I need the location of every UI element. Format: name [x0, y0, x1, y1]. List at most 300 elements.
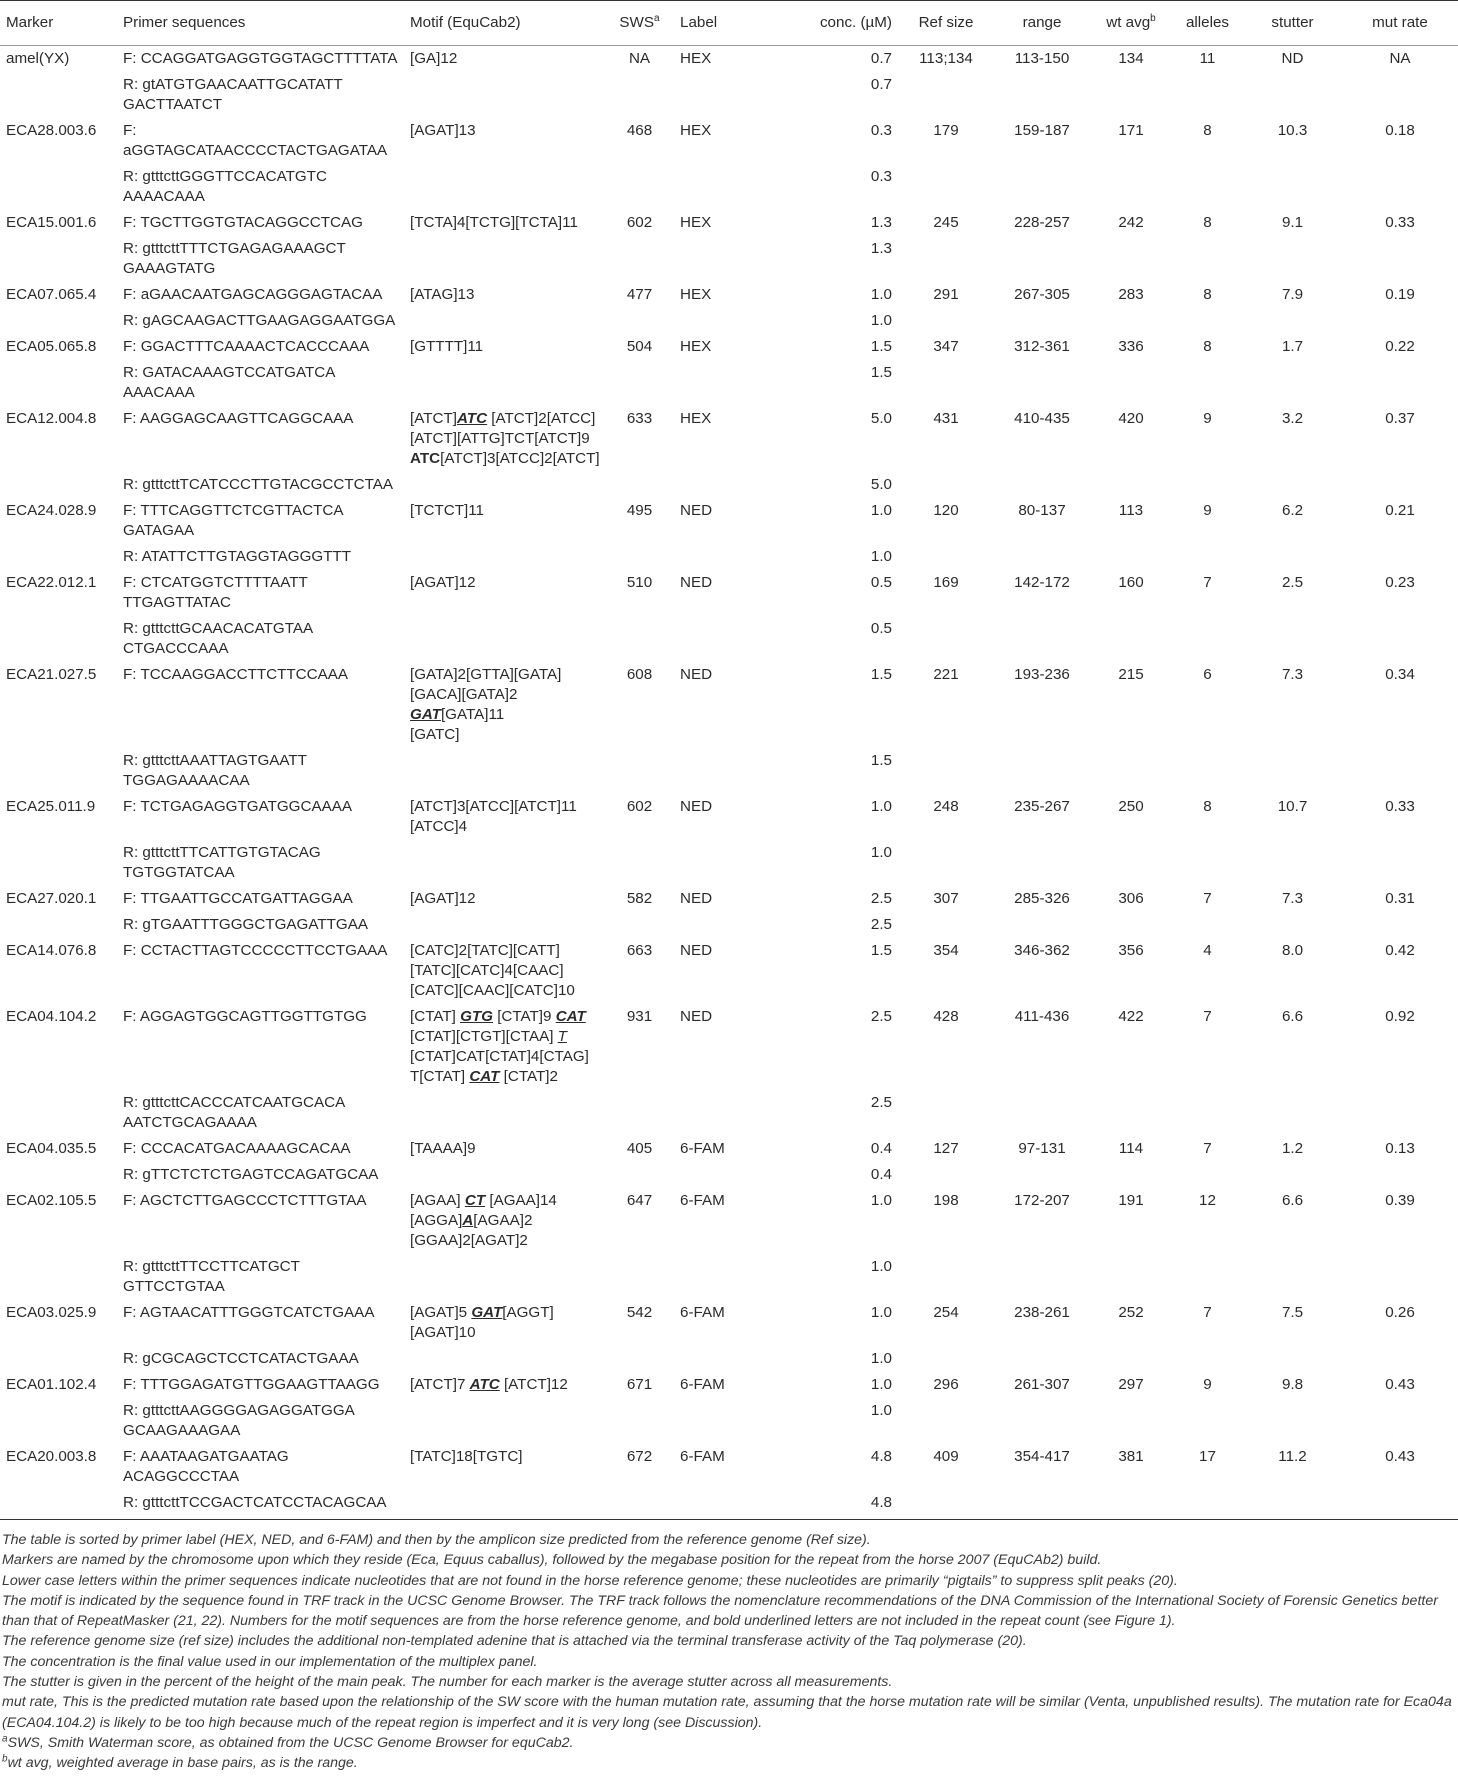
- table-row: [0, 938, 1458, 1004]
- empty-cell: [1090, 1398, 1172, 1444]
- ref-size-cell: 245: [933, 214, 959, 231]
- label-cell: HEX: [680, 50, 712, 67]
- table-row: [0, 1372, 1458, 1398]
- range-cell: 97-131: [1018, 1140, 1066, 1157]
- table-row: [0, 1090, 1458, 1136]
- label-cell-empty: [674, 164, 771, 210]
- empty-cell: [994, 308, 1090, 334]
- motif-cell-empty: [404, 1398, 605, 1444]
- stutter-cell: 7.3: [1281, 666, 1304, 683]
- motif-text: [AGAA]14: [485, 1192, 557, 1209]
- empty-cell: [1342, 840, 1458, 886]
- header-sws: [605, 1, 674, 46]
- motif-cell: [404, 570, 605, 616]
- alleles-cell: 17: [1199, 1448, 1216, 1465]
- ref-size-cell: 221: [933, 666, 959, 683]
- motif-cell: [404, 938, 605, 1004]
- table-row: [0, 1136, 1458, 1162]
- alleles-cell: 8: [1203, 122, 1212, 139]
- sws-cell: 671: [626, 1376, 653, 1393]
- label-cell: 6-FAM: [680, 1376, 725, 1393]
- marker-cell: ECA07.065.4: [6, 286, 97, 303]
- empty-cell: [1342, 748, 1458, 794]
- empty-cell: [994, 472, 1090, 498]
- empty-cell: [1090, 748, 1172, 794]
- reverse-primer-text: AAACAAA: [123, 384, 195, 401]
- reverse-primer-text: R: GATACAAAGTCCATGATCA: [123, 364, 336, 381]
- reverse-primer-text: GAAAGTATG: [123, 260, 216, 277]
- table-row: [0, 72, 1458, 118]
- footnote: The reference genome size (ref size) includes the additional non-templated adenine that is attached via the terminal transferase activity of the Taq polymerase (20).: [2, 1633, 1027, 1650]
- sws-cell: 582: [626, 890, 653, 907]
- stutter-cell: 1.7: [1281, 338, 1304, 355]
- empty-cell: [1090, 236, 1172, 282]
- wt-avg-cell: 191: [1118, 1192, 1144, 1209]
- empty-cell: [1090, 472, 1172, 498]
- motif-cell-empty: [404, 1346, 605, 1372]
- sws-cell-empty: [605, 308, 674, 334]
- motif-cell-empty: [404, 616, 605, 662]
- sws-cell: 602: [626, 214, 653, 231]
- ref-size-cell: 347: [933, 338, 959, 355]
- reverse-primer-cell: [117, 1090, 404, 1136]
- sws-cell-empty: [605, 1090, 674, 1136]
- empty-cell: [1172, 1090, 1243, 1136]
- motif-text: [GATA]2[GTTA][GATA]: [410, 666, 562, 683]
- motif-flagged-text: ATC: [410, 450, 441, 467]
- conc-cell: 1.0: [870, 1192, 892, 1209]
- empty-cell: [1243, 544, 1342, 570]
- header-ref-size: Ref size: [898, 1, 994, 46]
- empty-cell: [994, 1398, 1090, 1444]
- marker-cell-empty: [0, 308, 117, 334]
- range-cell: 267-305: [1014, 286, 1070, 303]
- conc-cell: 0.7: [870, 50, 892, 67]
- motif-cell-empty: [404, 308, 605, 334]
- empty-cell: [1342, 1162, 1458, 1188]
- empty-cell: [1090, 1346, 1172, 1372]
- marker-cell: ECA27.020.1: [6, 890, 97, 907]
- sws-cell: 542: [626, 1304, 653, 1321]
- wt-avg-cell: 114: [1118, 1140, 1144, 1157]
- marker-cell: ECA21.027.5: [6, 666, 97, 683]
- empty-cell: [1342, 1346, 1458, 1372]
- header-mut-rate: mut rate: [1342, 1, 1458, 46]
- sws-cell: 602: [626, 798, 653, 815]
- marker-cell: ECA05.065.8: [6, 338, 97, 355]
- sws-cell: 504: [626, 338, 653, 355]
- motif-text: [GATC]: [410, 726, 460, 743]
- forward-primer-text: F: aGAACAATGAGCAGGGAGTACAA: [123, 286, 383, 303]
- motif-flagged-text: GTG: [460, 1008, 493, 1025]
- motif-cell-empty: [404, 72, 605, 118]
- table-row: [0, 498, 1458, 544]
- reverse-primer-text: R: gTGAATTTGGGCTGAGATTGAA: [123, 916, 368, 933]
- sws-cell-empty: [605, 472, 674, 498]
- mut-rate-cell: 0.43: [1385, 1448, 1415, 1465]
- marker-cell-empty: [0, 748, 117, 794]
- marker-cell-empty: [0, 1254, 117, 1300]
- stutter-cell: 6.6: [1281, 1008, 1304, 1025]
- footnote-text: wt avg, weighted average in base pairs, as is the range.: [7, 1755, 358, 1772]
- motif-text: [GGAA]2[AGAT]2: [410, 1232, 528, 1249]
- reverse-primer-text: CTGACCCAAA: [123, 640, 229, 657]
- ref-size-cell: 354: [933, 942, 959, 959]
- range-cell: 312-361: [1014, 338, 1070, 355]
- reverse-primer-cell: [117, 1346, 404, 1372]
- empty-cell: [1342, 472, 1458, 498]
- forward-primer-cell: [117, 886, 404, 912]
- label-cell-empty: [674, 912, 771, 938]
- empty-cell: [994, 1346, 1090, 1372]
- motif-cell: [404, 282, 605, 308]
- empty-cell: [1342, 360, 1458, 406]
- forward-primer-cell: [117, 406, 404, 472]
- sws-cell-empty: [605, 748, 674, 794]
- range-cell: 285-326: [1014, 890, 1070, 907]
- marker-cell: ECA12.004.8: [6, 410, 97, 427]
- motif-cell: [404, 1300, 605, 1346]
- wt-avg-cell: 306: [1118, 890, 1144, 907]
- forward-primer-cell: [117, 118, 404, 164]
- forward-primer-text: F: CTCATGGTCTTTTAATT: [123, 574, 308, 591]
- label-cell: 6-FAM: [680, 1192, 725, 1209]
- label-cell: HEX: [680, 122, 712, 139]
- reverse-primer-text: TGGAGAAAACAA: [123, 772, 250, 789]
- header-stutter: stutter: [1243, 1, 1342, 46]
- stutter-cell: 6.2: [1281, 502, 1304, 519]
- table-row: [0, 164, 1458, 210]
- header-range: range: [994, 1, 1090, 46]
- range-cell: 261-307: [1014, 1376, 1070, 1393]
- empty-cell: [1342, 1398, 1458, 1444]
- stutter-cell: 10.3: [1277, 122, 1308, 139]
- label-cell: NED: [680, 1008, 713, 1025]
- reverse-primer-text: R: ATATTCTTGTAGGTAGGGTTT: [123, 548, 352, 565]
- marker-cell-empty: [0, 840, 117, 886]
- empty-cell: [994, 840, 1090, 886]
- empty-cell: [898, 72, 994, 118]
- wt-avg-cell: 252: [1118, 1304, 1144, 1321]
- table-row: [0, 1300, 1458, 1346]
- empty-cell: [1172, 544, 1243, 570]
- empty-cell: [1090, 840, 1172, 886]
- range-cell: 193-236: [1014, 666, 1070, 683]
- empty-cell: [1342, 1254, 1458, 1300]
- motif-text: [AGAT]12: [410, 890, 476, 907]
- ref-size-cell: 291: [933, 286, 959, 303]
- empty-cell: [1172, 164, 1243, 210]
- conc-cell: 0.3: [870, 168, 892, 185]
- reverse-primer-text: R: gtttcttAAGGGGAGAGGATGGA: [123, 1402, 355, 1419]
- label-cell: NED: [680, 798, 713, 815]
- wt-avg-cell: 297: [1118, 1376, 1144, 1393]
- label-cell-empty: [674, 360, 771, 406]
- label-cell: NED: [680, 574, 713, 591]
- reverse-primer-cell: [117, 472, 404, 498]
- reverse-primer-cell: [117, 72, 404, 118]
- alleles-cell: 6: [1203, 666, 1212, 683]
- marker-cell: ECA04.104.2: [6, 1008, 97, 1025]
- sws-cell-empty: [605, 912, 674, 938]
- empty-cell: [898, 1398, 994, 1444]
- motif-cell: [404, 1372, 605, 1398]
- label-cell: NED: [680, 502, 713, 519]
- header-wt-avg-text: wt avg: [1106, 14, 1151, 31]
- table-row: [0, 1004, 1458, 1090]
- empty-cell: [898, 472, 994, 498]
- mut-rate-cell: 0.34: [1385, 666, 1415, 683]
- wt-avg-cell: 420: [1118, 410, 1144, 427]
- alleles-cell: 9: [1203, 410, 1212, 427]
- sws-cell-empty: [605, 544, 674, 570]
- motif-cell: [404, 334, 605, 360]
- motif-flagged-text: T: [557, 1028, 567, 1045]
- table-row: [0, 118, 1458, 164]
- conc-cell: 1.0: [870, 312, 892, 329]
- empty-cell: [898, 1090, 994, 1136]
- sws-cell: 663: [626, 942, 653, 959]
- forward-primer-cell: [117, 46, 404, 73]
- table-row: [0, 360, 1458, 406]
- conc-cell: 2.5: [870, 1008, 892, 1025]
- motif-cell-empty: [404, 1090, 605, 1136]
- forward-primer-text: F: AGGAGTGGCAGTTGGTTGTGG: [123, 1008, 367, 1025]
- empty-cell: [994, 72, 1090, 118]
- label-cell-empty: [674, 544, 771, 570]
- empty-cell: [994, 236, 1090, 282]
- forward-primer-cell: [117, 334, 404, 360]
- motif-flagged-text: GAT: [471, 1304, 503, 1321]
- motif-text: [CTAT][CTGT][CTAA]: [410, 1028, 558, 1045]
- alleles-cell: 9: [1203, 1376, 1212, 1393]
- empty-cell: [1090, 72, 1172, 118]
- footnote: The table is sorted by primer label (HEX, NED, and 6-FAM) and then by the amplicon size predicted from the reference genome (Ref size).: [2, 1532, 871, 1548]
- alleles-cell: 4: [1203, 942, 1212, 959]
- empty-cell: [1342, 912, 1458, 938]
- reverse-primer-text: R: gtttcttTTTCTGAGAGAAAGCT: [123, 240, 346, 257]
- header-alleles: alleles: [1172, 1, 1243, 46]
- stutter-cell: 1.2: [1281, 1140, 1304, 1157]
- range-cell: 113-150: [1014, 50, 1070, 67]
- empty-cell: [1243, 748, 1342, 794]
- marker-cell-empty: [0, 616, 117, 662]
- range-cell: 354-417: [1014, 1448, 1070, 1465]
- motif-cell: [404, 118, 605, 164]
- header-motif: Motif (EquCab2): [404, 1, 605, 46]
- forward-primer-text: F: TGCTTGGTGTACAGGCCTCAG: [123, 214, 363, 231]
- wt-avg-cell: 336: [1118, 338, 1144, 355]
- wt-avg-cell: 242: [1118, 214, 1144, 231]
- forward-primer-text: F: AAGGAGCAAGTTCAGGCAAA: [123, 410, 354, 427]
- label-cell-empty: [674, 1346, 771, 1372]
- reverse-primer-text: R: gtttcttTTCATTGTGTACAG: [123, 844, 321, 861]
- alleles-cell: 8: [1203, 214, 1212, 231]
- sws-cell: NA: [628, 50, 651, 67]
- wt-avg-cell: 283: [1118, 286, 1144, 303]
- table-row: [0, 334, 1458, 360]
- mut-rate-cell: 0.31: [1385, 890, 1415, 907]
- label-cell-empty: [674, 840, 771, 886]
- mut-rate-cell: 0.13: [1385, 1140, 1415, 1157]
- sws-cell: 510: [626, 574, 653, 591]
- wt-avg-cell: 381: [1118, 1448, 1144, 1465]
- empty-cell: [1090, 1162, 1172, 1188]
- stutter-cell: 2.5: [1281, 574, 1304, 591]
- forward-primer-cell: [117, 662, 404, 748]
- reverse-primer-text: R: gtttcttCACCCATCAATGCACA: [123, 1094, 346, 1111]
- stutter-cell: 3.2: [1281, 410, 1304, 427]
- motif-text: [GATA]11: [440, 706, 505, 723]
- sws-cell-empty: [605, 616, 674, 662]
- wt-avg-cell: 422: [1118, 1008, 1144, 1025]
- wt-avg-cell: 160: [1118, 574, 1144, 591]
- header-label: Label: [674, 1, 771, 46]
- wt-avg-cell: 356: [1118, 942, 1144, 959]
- empty-cell: [1342, 544, 1458, 570]
- conc-cell: 1.0: [870, 1402, 892, 1419]
- reverse-primer-cell: [117, 1398, 404, 1444]
- table-row: [0, 840, 1458, 886]
- range-cell: 228-257: [1014, 214, 1070, 231]
- motif-cell: [404, 886, 605, 912]
- reverse-primer-cell: [117, 912, 404, 938]
- table-row: [0, 1254, 1458, 1300]
- stutter-cell: 7.5: [1281, 1304, 1304, 1321]
- motif-text: [CTAT]2: [499, 1068, 558, 1085]
- alleles-cell: 7: [1203, 1140, 1212, 1157]
- reverse-primer-text: R: gtttcttTCCGACTCATCCTACAGCAA: [123, 1494, 387, 1511]
- forward-primer-text: aGGTAGCATAACCCCTACTGAGATAA: [123, 142, 388, 159]
- stutter-cell: 8.0: [1281, 942, 1304, 959]
- mut-rate-cell: 0.18: [1385, 122, 1415, 139]
- label-cell: NED: [680, 942, 713, 959]
- motif-text: [ATCT]3[ATCC][ATCT]11: [410, 798, 577, 815]
- forward-primer-text: GATAGAA: [123, 522, 195, 539]
- conc-cell: 1.0: [870, 286, 892, 303]
- motif-cell: [404, 1188, 605, 1254]
- alleles-cell: 12: [1199, 1192, 1216, 1209]
- motif-text: [AGAA]2: [473, 1212, 533, 1229]
- empty-cell: [1172, 748, 1243, 794]
- label-cell: HEX: [680, 338, 712, 355]
- range-cell: 142-172: [1014, 574, 1070, 591]
- conc-cell: 1.5: [870, 338, 892, 355]
- forward-primer-text: F: AGCTCTTGAGCCCTCTTTGTAA: [123, 1192, 367, 1209]
- motif-text: [AGGA]: [410, 1212, 463, 1229]
- empty-cell: [1172, 72, 1243, 118]
- reverse-primer-text: R: gtttcttGCAACACATGTAA: [123, 620, 314, 637]
- empty-cell: [1342, 72, 1458, 118]
- alleles-cell: 7: [1203, 574, 1212, 591]
- mut-rate-cell: 0.19: [1385, 286, 1415, 303]
- sws-cell: 477: [626, 286, 653, 303]
- motif-cell-empty: [404, 164, 605, 210]
- forward-primer-text: F: AGTAACATTTGGGTCATCTGAAA: [123, 1304, 375, 1321]
- forward-primer-text: F: CCAGGATGAGGTGGTAGCTTTTATA: [123, 50, 398, 67]
- stutter-cell: 11.2: [1278, 1448, 1307, 1465]
- alleles-cell: 11: [1199, 50, 1216, 67]
- motif-text: [TATC][CATC]4[CAAC]: [410, 962, 564, 979]
- marker-cell-empty: [0, 544, 117, 570]
- marker-cell-empty: [0, 912, 117, 938]
- table-row: [0, 570, 1458, 616]
- header-sws-sup: a: [654, 12, 660, 24]
- empty-cell: [1342, 616, 1458, 662]
- empty-cell: [994, 360, 1090, 406]
- label-cell: 6-FAM: [680, 1448, 725, 1465]
- motif-text: [AGAT]5: [410, 1304, 472, 1321]
- motif-text: [ATCT]7: [410, 1376, 470, 1393]
- label-cell-empty: [674, 1398, 771, 1444]
- empty-cell: [1172, 616, 1243, 662]
- empty-cell: [1090, 164, 1172, 210]
- label-cell: 6-FAM: [680, 1304, 725, 1321]
- empty-cell: [1090, 1254, 1172, 1300]
- motif-cell-empty: [404, 472, 605, 498]
- label-cell-empty: [674, 1162, 771, 1188]
- marker-cell: amel(YX): [6, 50, 70, 67]
- table-row: [0, 544, 1458, 570]
- table-row: [0, 282, 1458, 308]
- empty-cell: [1243, 1162, 1342, 1188]
- empty-cell: [898, 840, 994, 886]
- motif-cell: [404, 406, 605, 472]
- label-cell-empty: [674, 1254, 771, 1300]
- footnote: The stutter is given in the percent of the height of the main peak. The number for each marker is the average stutter across all measurements.: [2, 1674, 893, 1691]
- reverse-primer-text: TGTGGTATCAA: [123, 864, 235, 881]
- label-cell-empty: [674, 236, 771, 282]
- empty-cell: [1172, 1398, 1243, 1444]
- motif-text: [AGAA]: [410, 1192, 465, 1209]
- table-row: [0, 1346, 1458, 1372]
- empty-cell: [1243, 1398, 1342, 1444]
- marker-cell-empty: [0, 164, 117, 210]
- motif-text: [TCTA]4[TCTG][TCTA]11: [410, 214, 578, 231]
- empty-cell: [1090, 616, 1172, 662]
- table-row: [0, 1188, 1458, 1254]
- label-cell-empty: [674, 308, 771, 334]
- empty-cell: [898, 360, 994, 406]
- wt-avg-cell: 171: [1118, 122, 1144, 139]
- empty-cell: [1090, 1490, 1172, 1520]
- forward-primer-cell: [117, 938, 404, 1004]
- ref-size-cell: 431: [933, 410, 959, 427]
- sws-cell-empty: [605, 360, 674, 406]
- motif-text: [GACA][GATA]2: [410, 686, 518, 703]
- mut-rate-cell: 0.39: [1385, 1192, 1415, 1209]
- empty-cell: [1090, 360, 1172, 406]
- header-conc: conc. (µM): [771, 1, 898, 46]
- conc-cell: 2.5: [870, 1094, 892, 1111]
- motif-text: [CTAT]CAT[CTAT]4[CTAG]: [410, 1048, 589, 1065]
- motif-cell-empty: [404, 360, 605, 406]
- empty-cell: [994, 616, 1090, 662]
- marker-cell-empty: [0, 72, 117, 118]
- motif-text: [ATCT]3[ATCC]2[ATCT]: [440, 450, 600, 467]
- empty-cell: [1342, 1090, 1458, 1136]
- marker-cell-empty: [0, 1090, 117, 1136]
- sws-cell-empty: [605, 72, 674, 118]
- motif-flagged-text: CAT: [555, 1008, 586, 1025]
- empty-cell: [898, 236, 994, 282]
- motif-cell-empty: [404, 1162, 605, 1188]
- alleles-cell: 7: [1203, 1008, 1212, 1025]
- motif-text: [TCTCT]11: [410, 502, 484, 519]
- empty-cell: [994, 748, 1090, 794]
- motif-flagged-text: CT: [464, 1192, 486, 1209]
- sws-cell-empty: [605, 1346, 674, 1372]
